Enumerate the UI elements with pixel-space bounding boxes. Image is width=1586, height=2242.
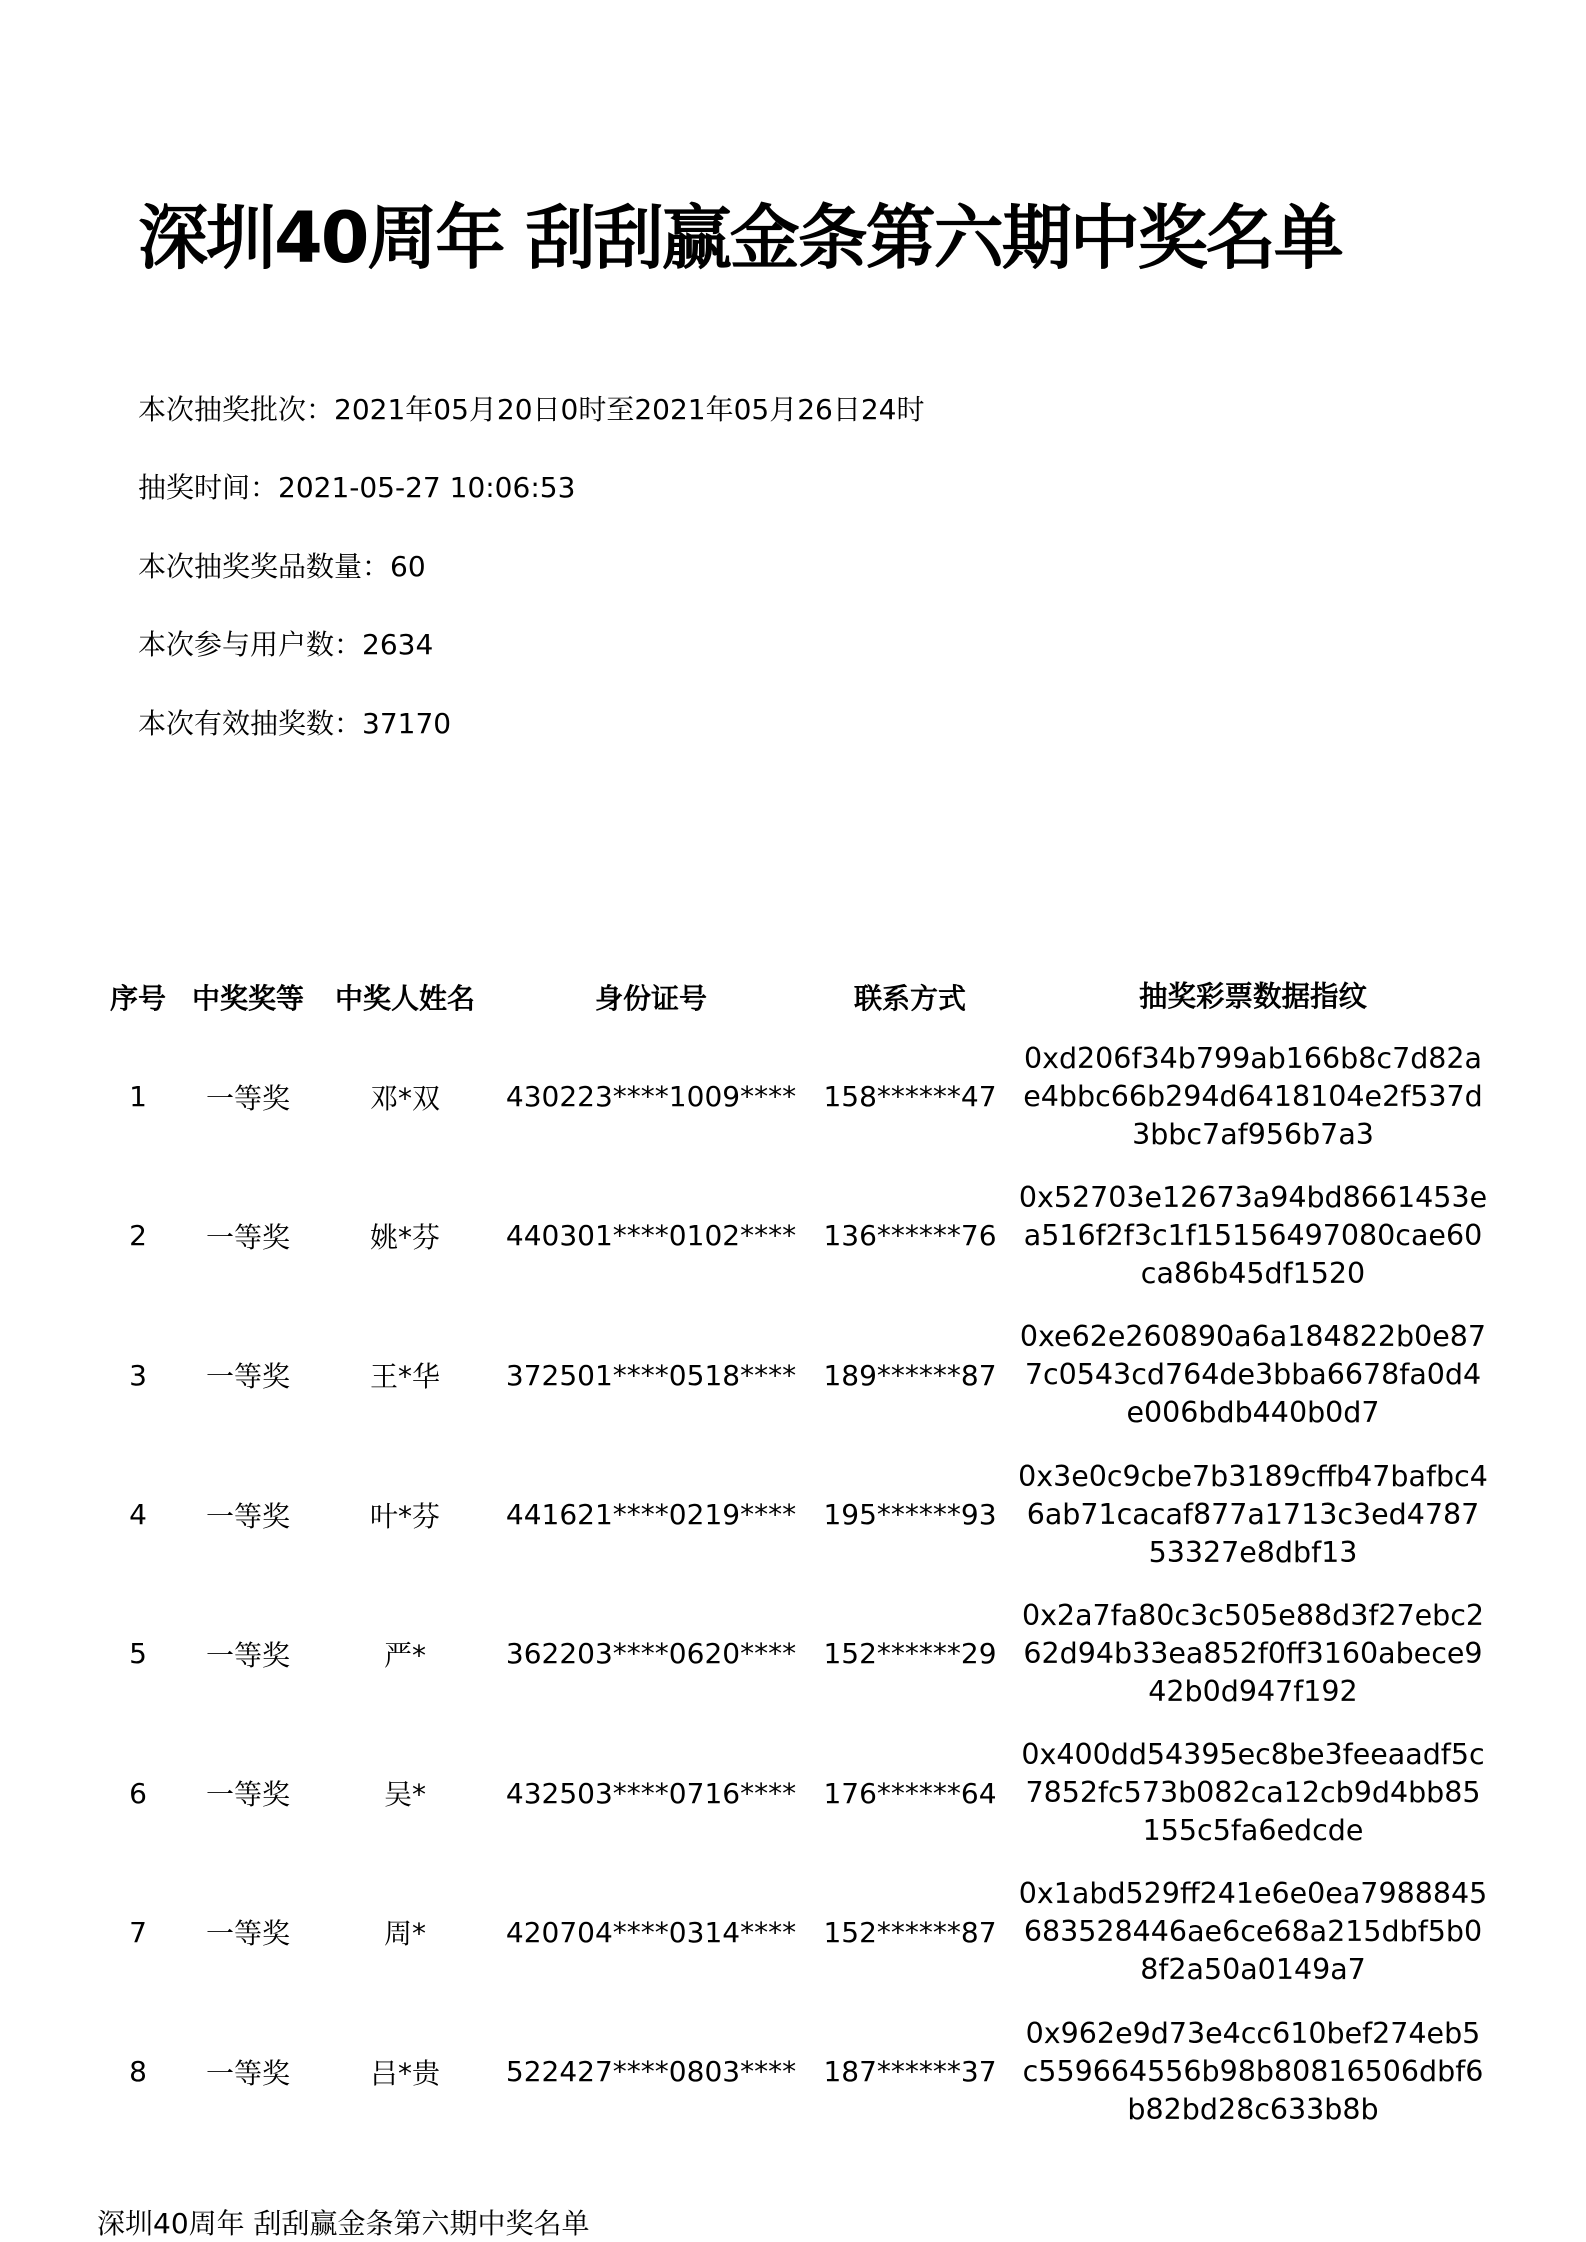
row-index: 6 (129, 1776, 147, 1810)
header-contact: 联系方式 (853, 982, 966, 1015)
row-fingerprint: 0x3e0c9cbe7b3189cffb47bafbc46ab71cacaf877a1713c3ed478753327e8dbf13 (1018, 1459, 1488, 1569)
row-contact: 152******29 (823, 1637, 997, 1671)
page-footer: 深圳40周年 刮刮赢金条第六期中奖名单 (97, 2207, 590, 2240)
table-row (95, 1723, 1535, 1862)
row-index: 3 (129, 1358, 147, 1392)
row-id-number: 420704****0314**** (505, 1915, 797, 1949)
table-row (95, 1445, 1535, 1584)
row-id-number: 522427****0803**** (505, 2055, 797, 2089)
row-prize-level: 一等奖 (205, 1778, 290, 1812)
row-contact: 158******47 (823, 1080, 997, 1114)
header-prize-level: 中奖奖等 (191, 982, 304, 1015)
info-valid-draw-count: 本次有效抽奖数：37170 (138, 707, 452, 740)
table-header (95, 975, 1535, 1019)
row-fingerprint: 0x52703e12673a94bd8661453ea516f2f3c1f15156497080cae60ca86b45df1520 (1018, 1180, 1488, 1290)
row-winner-name: 周* (383, 1917, 426, 1951)
row-index: 4 (129, 1498, 147, 1532)
row-id-number: 362203****0620**** (505, 1637, 797, 1671)
row-winner-name: 姚*芬 (369, 1220, 440, 1254)
row-prize-level: 一等奖 (205, 1360, 290, 1394)
row-id-number: 430223****1009**** (505, 1080, 797, 1114)
row-index: 7 (129, 1915, 147, 1949)
row-fingerprint: 0xd206f34b799ab166b8c7d82ae4bbc66b294d6418104e2f537d3bbc7af956b7a3 (1023, 1041, 1483, 1151)
row-winner-name: 吕*贵 (369, 2056, 440, 2090)
table-body (95, 1027, 1535, 2141)
table-row (95, 1166, 1535, 1305)
row-prize-level: 一等奖 (205, 2056, 290, 2090)
info-participant-count: 本次参与用户数：2634 (138, 628, 434, 661)
row-id-number: 372501****0518**** (505, 1358, 797, 1392)
row-prize-level: 一等奖 (205, 1638, 290, 1672)
row-index: 8 (129, 2055, 147, 2089)
row-prize-level: 一等奖 (205, 1220, 290, 1254)
row-winner-name: 王*华 (369, 1360, 440, 1394)
row-prize-level: 一等奖 (205, 1081, 290, 1115)
row-contact: 187******37 (823, 2055, 997, 2089)
row-winner-name: 吴* (383, 1778, 426, 1812)
row-index: 1 (129, 1080, 147, 1114)
row-contact: 152******87 (823, 1915, 997, 1949)
row-contact: 195******93 (823, 1498, 997, 1532)
info-prize-count: 本次抽奖奖品数量：60 (138, 550, 426, 583)
row-winner-name: 严* (383, 1638, 426, 1672)
row-contact: 189******87 (823, 1358, 997, 1392)
table-row (95, 1306, 1535, 1445)
table-row (95, 1027, 1535, 1166)
row-prize-level: 一等奖 (205, 1917, 290, 1951)
header-winner-name: 中奖人姓名 (335, 982, 476, 1015)
row-id-number: 441621****0219**** (505, 1498, 797, 1532)
row-winner-name: 叶*芬 (369, 1499, 440, 1533)
info-draw-time: 抽奖时间：2021-05-27 10:06:53 (138, 471, 576, 504)
info-draw-batch: 本次抽奖批次：2021年05月20日0时至2021年05月26日24时 (138, 393, 925, 426)
row-contact: 176******64 (823, 1776, 997, 1810)
table-row (95, 1863, 1535, 2002)
row-contact: 136******76 (823, 1219, 997, 1253)
row-fingerprint: 0x962e9d73e4cc610bef274eb5c559664556b98b80816506dbf6b82bd28c633b8b (1022, 2016, 1484, 2126)
table-row (95, 1584, 1535, 1723)
table-row (95, 2002, 1535, 2141)
row-id-number: 440301****0102**** (505, 1219, 797, 1253)
page-title: 深圳40周年 刮刮赢金条第六期中奖名单 (138, 197, 1342, 279)
header-index: 序号 (109, 982, 166, 1015)
row-index: 5 (129, 1637, 147, 1671)
winners-table (95, 975, 1535, 2126)
row-index: 2 (129, 1219, 147, 1253)
row-fingerprint: 0xe62e260890a6a184822b0e877c0543cd764de3bba6678fa0d4e006bdb440b0d7 (1019, 1320, 1487, 1430)
row-id-number: 432503****0716**** (505, 1776, 797, 1810)
row-fingerprint: 0x2a7fa80c3c505e88d3f27ebc262d94b33ea852f0ff3160abece942b0d947f192 (1021, 1598, 1485, 1708)
header-id-number: 身份证号 (594, 982, 707, 1015)
header-ticket-fingerprint: 抽奖彩票数据指纹 (1138, 980, 1367, 1013)
row-fingerprint: 0x400dd54395ec8be3feeaadf5c7852fc573b082ca12cb9d4bb85155c5fa6edcde (1021, 1738, 1485, 1848)
row-winner-name: 邓*双 (369, 1081, 440, 1115)
row-prize-level: 一等奖 (205, 1499, 290, 1533)
row-fingerprint: 0x1abd529ff241e6e0ea7988845683528446ae6ce68a215dbf5b08f2a50a0149a7 (1018, 1877, 1488, 1987)
